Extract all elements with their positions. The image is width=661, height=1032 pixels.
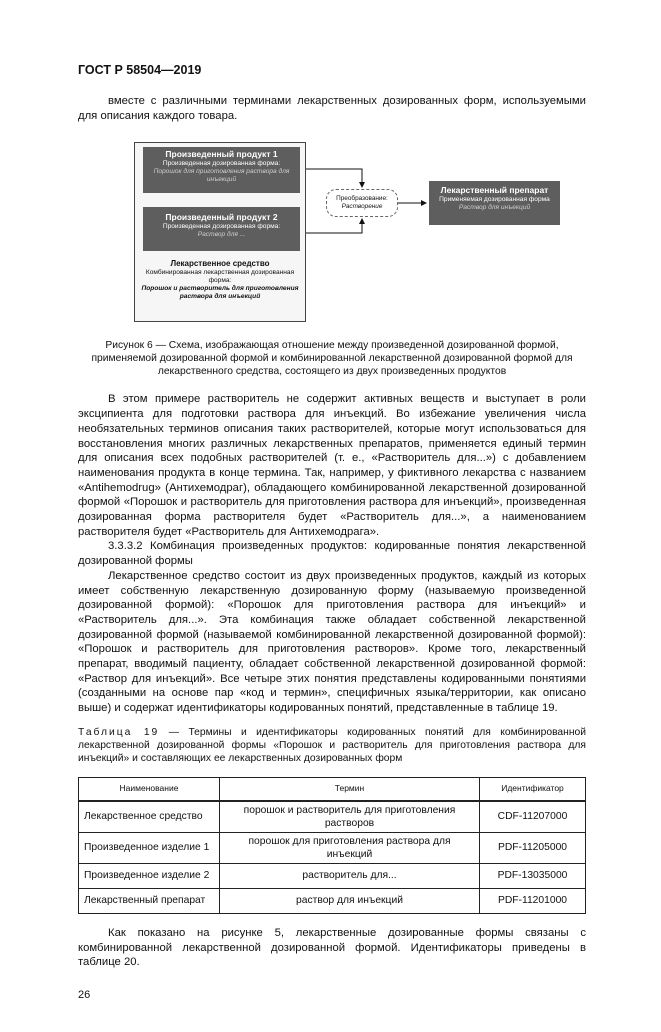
product-2-box	[143, 207, 300, 251]
table-cell: PDF-13035000	[480, 863, 586, 888]
table-caption	[78, 726, 586, 765]
table-row	[79, 832, 586, 863]
product-1-box	[143, 147, 300, 193]
preparation-subtitle: Применяемая дозированная форма	[439, 196, 550, 204]
column-header: Термин	[220, 777, 480, 801]
table-row	[79, 863, 586, 888]
preparation-title: Лекарственный препарат	[440, 185, 549, 196]
intro-paragraph	[78, 94, 586, 123]
intro-text: вместе с различными терминами лекарственных дозированных форм, используемыми для описания каждого товара.	[78, 95, 586, 122]
figure-6-diagram	[130, 137, 560, 327]
paragraph-4: Как показано на рисунке 5, лекарственные дозированные формы связаны с комбинированной лекарственной дозированной формой. Идентификаторы приведены в таблице 20.	[78, 926, 586, 969]
column-header: Наименование	[79, 777, 220, 801]
table-cell: раствор для инъекций	[220, 888, 480, 913]
table-cell: порошок и растворитель для приготовления растворов	[220, 801, 480, 833]
page-number: 26	[78, 988, 91, 1001]
product-2-title: Произведенный продукт 2	[165, 212, 278, 223]
table-cell: Произведенное изделие 1	[79, 832, 220, 863]
product-1-title: Произведенный продукт 1	[165, 149, 278, 160]
column-header: Идентификатор	[480, 777, 586, 801]
table-row	[79, 888, 586, 913]
table-cell: растворитель для...	[220, 863, 480, 888]
table-cell: PDF-11205000	[480, 832, 586, 863]
medicinal-product-subtitle: Комбинированная лекарственная дозированная форма:	[145, 269, 295, 285]
table-19	[78, 777, 586, 914]
table-cell: PDF-11201000	[480, 888, 586, 913]
paragraph-1: В этом примере растворитель не содержит активных веществ и выступает в роли эксципиента для подготовки раствора для инъекций. Во избежание увеличения числа необязательных терминов описания таких растворителей, которые могут использоваться для восстановления многих различных лекарственных препаратов, применяется единый термин для описания всех подобных растворителей (т. е., «Растворитель для...») с добавлением наименования продукта в конце термина. Так, например, у фиктивного лекарства с названием «Antihemodrug» (Антихемодраг), обладающего комбинированной лекарственной дозированной формой «Порошок и растворитель для приготовления раствора для инъекций», произведенная дозированная форма растворителя будет «Растворитель для...», а наименованием растворителя будет «Растворитель для Антихемодрага».	[78, 393, 586, 538]
preparation-box	[429, 181, 560, 225]
product-1-value: Порошок для приготовления раствора для инъекций	[153, 168, 290, 184]
table-cell: порошок для приготовления раствора для инъекций	[220, 832, 480, 863]
product-2-subtitle: Произведенная дозированная форма:	[162, 223, 281, 231]
paragraph-3: Лекарственное средство состоит из двух произведенных продуктов, каждый из которых имеет собственную лекарственную дозированную форму (называемую произведенной дозированной формой): «Порошок для приготовления раствора для инъекций» и «Растворитель для...». Эта комбинация также обладает собственной лекарственной дозированной формой (называемой комбинированной лекарственной дозированной формой): «Порошок и растворитель для приготовления растворов». Кроме того, лекарственный препарат, вводимый пациенту, обладает собственной лекарственной дозированной формой: «Раствор для инъекций». Все четыре этих понятия представлены кодированными понятиями (созданными на основе пар «код и термин», специфичных языка/территории, как описано выше) и содержат идентификаторы кодированных понятий, представленные в таблице 19.	[78, 569, 586, 715]
table-row	[79, 801, 586, 833]
table-header-row	[79, 777, 586, 801]
transformation-label: Преобразование:	[336, 195, 388, 203]
table-caption-label: Таблица 19	[78, 726, 160, 738]
table-cell: CDF-11207000	[480, 801, 586, 833]
medicinal-product-value: Порошок и растворитель для приготовления раствора для инъекций	[141, 285, 299, 301]
body-text	[78, 392, 586, 715]
section-heading-3-3-3-2: 3.3.3.2 Комбинация произведенных продуктов: кодированные понятия лекарственной дозированной формы	[78, 540, 586, 568]
document-header: ГОСТ Р 58504—2019	[78, 63, 202, 77]
closing-paragraph	[78, 926, 586, 970]
medicinal-product-label	[138, 259, 302, 301]
product-2-value: Раствор для ...	[197, 231, 246, 239]
figure-caption: Рисунок 6 — Схема, изображающая отношение между произведенной дозированной формой, применяемой дозированной формой и комбинированной лекарственной дозированной формой для лекарственного средства, состоящего из двух произведенных продуктов	[91, 340, 573, 378]
table-cell: Лекарственное средство	[79, 801, 220, 833]
table-caption-text: — Термины и идентификаторы кодированных понятий для комбинированной лекарственной дозированной формы «Порошок и растворитель для приготовления раствора для инъекций» и составляющих ее лекарственных дозированных форм	[78, 726, 587, 764]
product-1-subtitle: Произведенная дозированная форма:	[162, 160, 281, 168]
preparation-value: Раствор для инъекций	[458, 204, 531, 212]
medicinal-product-title: Лекарственное средство	[170, 259, 270, 269]
table-cell: Лекарственный препарат	[79, 888, 220, 913]
transformation-node	[326, 189, 398, 217]
table-cell: Произведенное изделие 2	[79, 863, 220, 888]
transformation-value: Растворение	[341, 203, 383, 211]
